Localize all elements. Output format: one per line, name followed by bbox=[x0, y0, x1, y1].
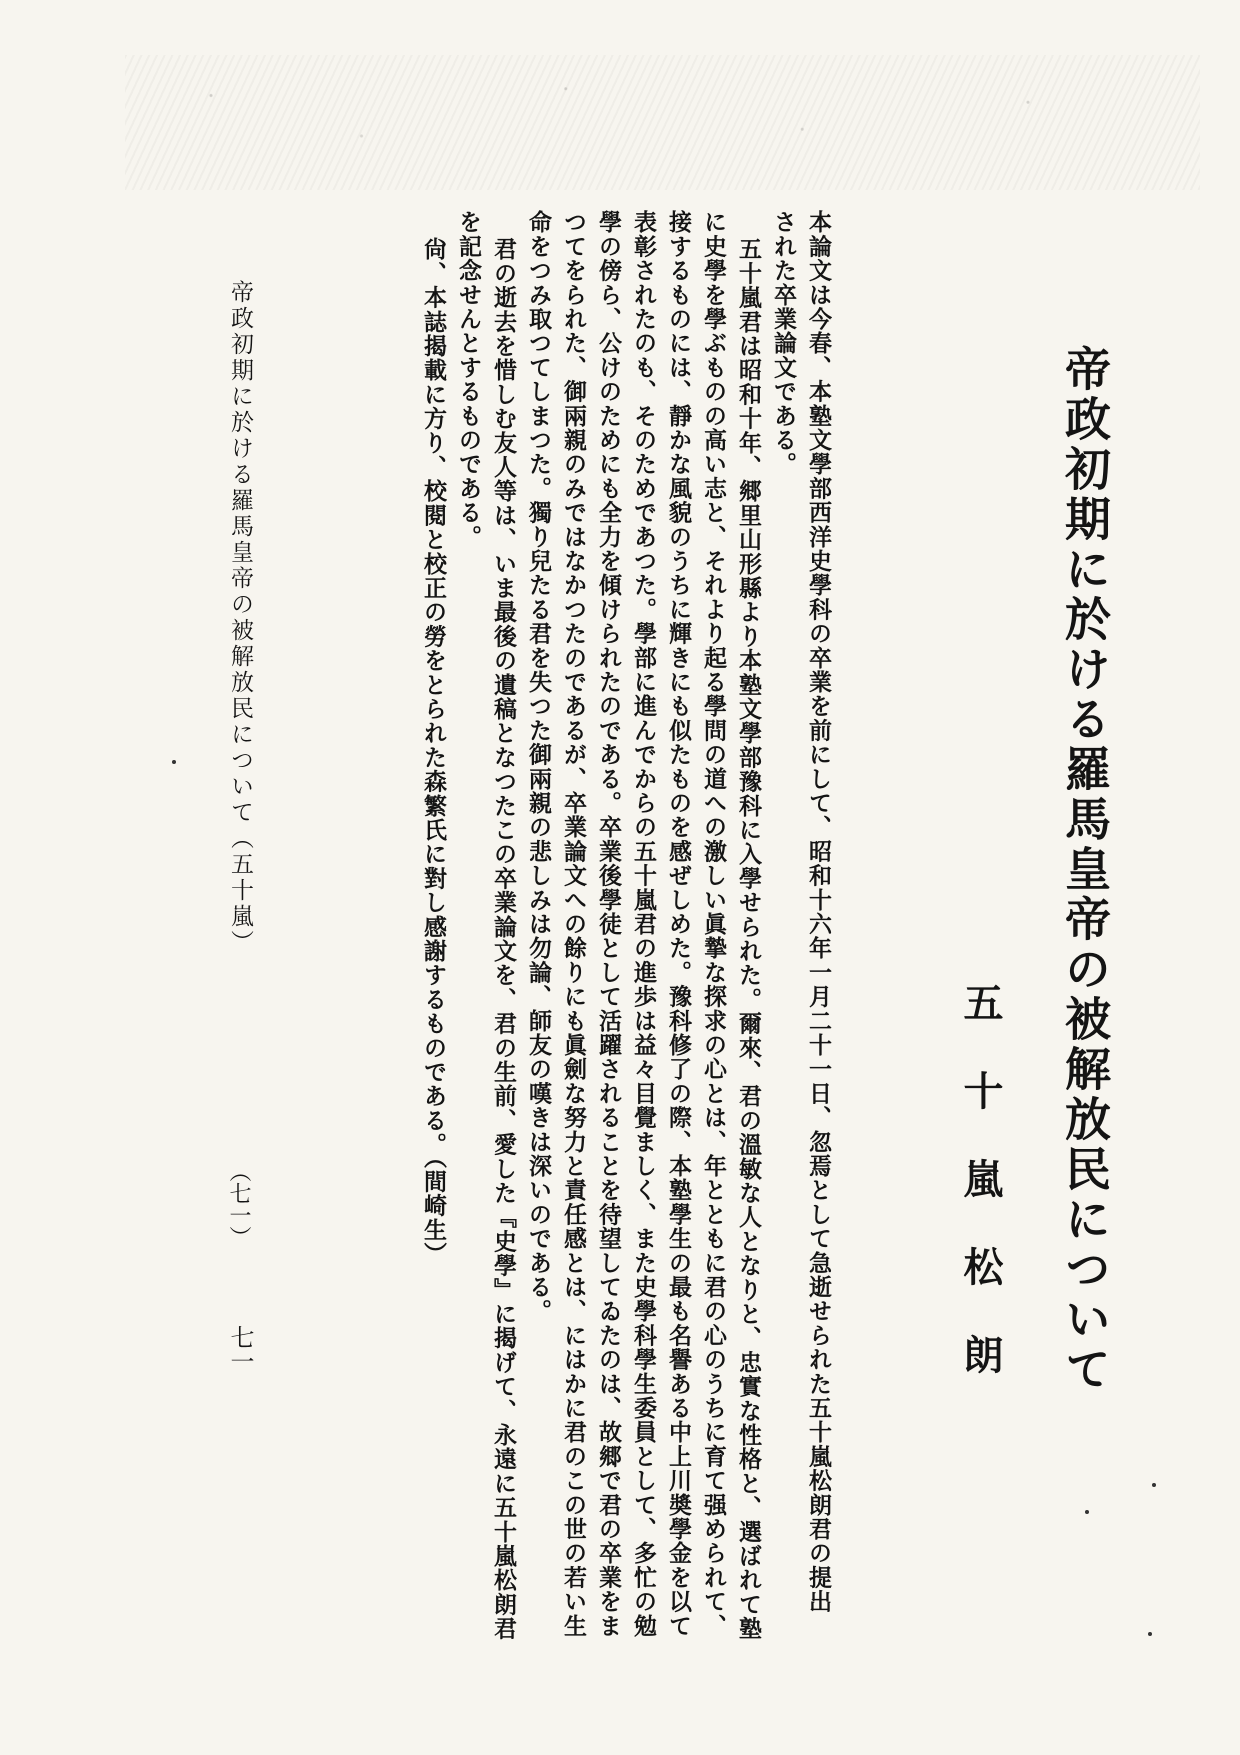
body-line: つてをられた、御兩親のみではなかつたのであるが、卒業論文への餘りにも眞劍な努力と責任感とは、にはかに君のこの世の若い生 bbox=[560, 210, 587, 1638]
scan-speckle-band bbox=[125, 55, 1200, 190]
body-line: 表彰されたのも、そのためであつた。學部に進んでからの五十嵐君の進歩は益々目覺ましく、また史學科學生委員として、多忙の勉 bbox=[630, 210, 657, 1638]
article-author: 五十嵐松朗 bbox=[957, 982, 1004, 1422]
body-line: 命をつみ取つてしまつた。獨り兒たる君を失つた御兩親の悲しみは勿論、師友の嘆きは深いのである。 bbox=[525, 210, 552, 1324]
body-line: 五十嵐君は昭和十年、郷里山形縣より本塾文學部豫科に入學せられた。爾來、君の溫敏な人となりと、忠實な性格と、選ばれて塾 bbox=[735, 237, 762, 1641]
scan-fleck bbox=[1152, 1483, 1156, 1487]
body-line: された卒業論文である。 bbox=[770, 210, 797, 477]
page-number-parenthesized: （七一） bbox=[226, 1160, 251, 1248]
body-line: 本論文は今春、本塾文學部西洋史學科の卒業を前にして、昭和十六年一月二十一日、忽焉として急逝せられた五十嵐松朗君の提出 bbox=[805, 210, 832, 1614]
scan-fleck bbox=[1085, 1510, 1089, 1514]
scan-fleck bbox=[1148, 1632, 1152, 1636]
running-head: 帝政初期に於ける羅馬皇帝の被解放民について（五十嵐） bbox=[227, 280, 253, 956]
body-line: を記念せんとするものである。 bbox=[455, 210, 482, 549]
page-number: 七一 bbox=[226, 1325, 254, 1373]
body-line: 學の傍ら、公けのためにも全力を傾けられたのである。卒業後學徒として活躍されることを待望してゐたのは、故郷で君の卒業をま bbox=[595, 210, 622, 1638]
body-line: 接するものには、靜かな風貌のうちに輝きにも似たものを感ぜしめた。豫科修了の際、本塾學生の最も名譽ある中上川奬學金を以て bbox=[665, 210, 692, 1638]
article-title: 帝政初期に於ける羅馬皇帝の被解放民について bbox=[1058, 345, 1112, 1395]
scan-fleck bbox=[172, 760, 176, 764]
body-line: 尙、本誌揭載に方り、校閱と校正の勞をとられた森繁氏に對し感謝するものである。（間崎生） bbox=[420, 237, 447, 1267]
body-line: 君の逝去を惜しむ友人等は、いま最後の遺稿となつたこの卒業論文を、君の生前、愛した『史學』に揭げて、永遠に五十嵐松朗君 bbox=[490, 237, 517, 1641]
body-line: に史學を學ぶものの高い志と、それより起る學問の道への激しい眞摯な探求の心とは、年とともに君の心のうちに育て强められて、 bbox=[700, 210, 727, 1638]
